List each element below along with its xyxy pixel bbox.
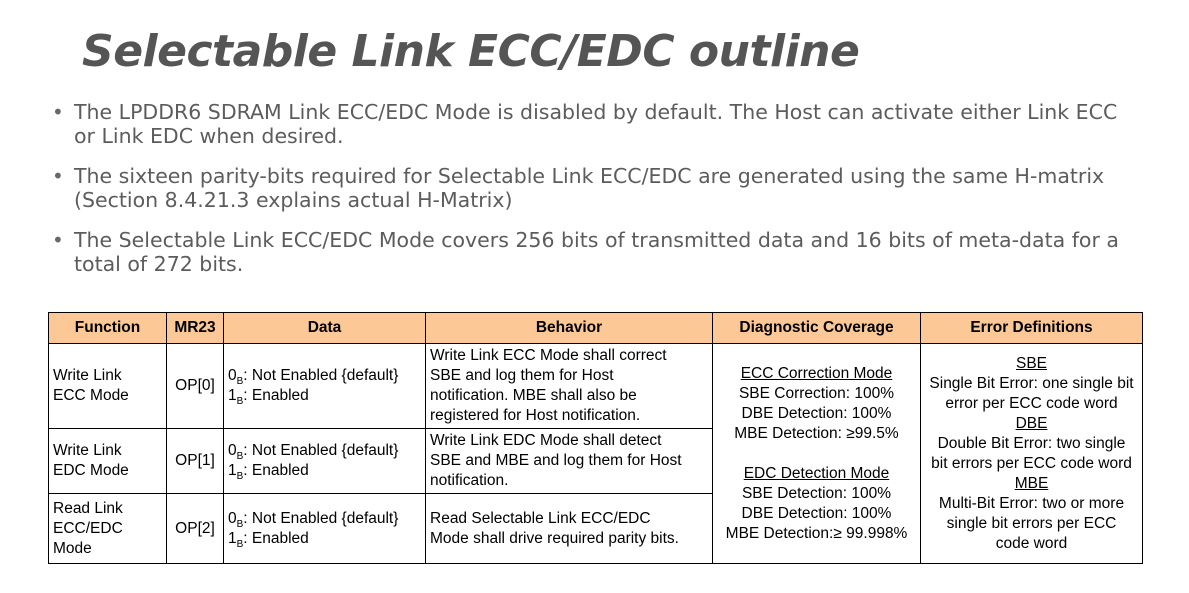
diagnostic-coverage-cell bbox=[713, 344, 921, 564]
diagnostic-line: SBE Correction: 100% bbox=[738, 384, 895, 402]
behavior-line: Mode shall drive required parity bits. bbox=[430, 529, 679, 547]
error-line: bit errors per ECC code word bbox=[931, 454, 1132, 472]
behavior-line: SBE and MBE and log them for Host bbox=[430, 452, 682, 469]
data-line: $0_B$: Not Enabled {default} bbox=[228, 509, 399, 530]
header-diagnostic-coverage: Diagnostic Coverage bbox=[713, 313, 921, 344]
ecc-mode-heading: ECC Correction Mode bbox=[740, 364, 893, 382]
spacer bbox=[717, 444, 916, 464]
behavior-cell bbox=[426, 344, 713, 429]
dbe-heading: DBE bbox=[1015, 414, 1048, 432]
behavior-line: Write Link ECC Mode shall correct bbox=[430, 347, 667, 364]
function-line: Mode bbox=[53, 539, 92, 557]
header-data: Data bbox=[224, 313, 426, 344]
bullet-item: • The LPDDR6 SDRAM Link ECC/EDC Mode is disabled by default. The Host can activate either Link ECC or Link EDC when desired. bbox=[50, 100, 1130, 148]
error-definitions-cell bbox=[921, 344, 1143, 564]
behavior-line: SBE and log them for Host bbox=[430, 367, 614, 384]
error-line: Multi-Bit Error: two or more bbox=[938, 494, 1125, 512]
function-line: EDC Mode bbox=[53, 462, 129, 479]
behavior-cell bbox=[426, 494, 713, 564]
data-line: $1_B$: Enabled bbox=[228, 387, 309, 408]
behavior-line: notification. bbox=[430, 472, 509, 489]
data-line: $1_B$: Enabled bbox=[228, 529, 309, 550]
error-line: Double Bit Error: two single bbox=[937, 434, 1126, 452]
mr23-cell: OP[2] bbox=[167, 494, 224, 564]
error-line: Single Bit Error: one single bit bbox=[929, 374, 1134, 392]
error-line: error per ECC code word bbox=[945, 394, 1118, 412]
data-cell bbox=[224, 344, 426, 429]
function-line: ECC Mode bbox=[53, 387, 129, 404]
sbe-heading: SBE bbox=[1015, 354, 1047, 372]
behavior-line: Read Selectable Link ECC/EDC bbox=[430, 509, 651, 527]
function-line: Read Link bbox=[53, 499, 123, 517]
edc-mode-heading: EDC Detection Mode bbox=[743, 464, 890, 482]
data-line: $1_B$: Enabled bbox=[228, 462, 309, 483]
table-header-row bbox=[49, 313, 1143, 344]
behavior-line: notification. MBE shall also be bbox=[430, 387, 637, 404]
behavior-line: Write Link EDC Mode shall detect bbox=[430, 432, 662, 449]
header-error-definitions: Error Definitions bbox=[921, 313, 1143, 344]
function-line: Write Link bbox=[53, 442, 122, 459]
data-cell bbox=[224, 429, 426, 494]
data-line: $0_B$: Not Enabled {default} bbox=[228, 367, 399, 388]
bullet-item: • The sixteen parity-bits required for Selectable Link ECC/EDC are generated using the same H-matrix (Section 8.4.21.3 explains actual H-Matrix) bbox=[50, 164, 1130, 212]
function-line: ECC/EDC bbox=[53, 519, 123, 537]
bullet-list bbox=[50, 100, 1130, 292]
header-mr23: MR23 bbox=[167, 313, 224, 344]
mbe-heading: MBE bbox=[1014, 474, 1049, 492]
mr23-cell: OP[0] bbox=[167, 344, 224, 429]
behavior-cell bbox=[426, 429, 713, 494]
behavior-line: registered for Host notification. bbox=[430, 407, 641, 424]
error-line: code word bbox=[995, 534, 1068, 552]
mr23-cell: OP[1] bbox=[167, 429, 224, 494]
diagnostic-line: DBE Detection: 100% bbox=[741, 404, 892, 422]
diagnostic-line: DBE Detection: 100% bbox=[741, 504, 892, 522]
header-function: Function bbox=[49, 313, 167, 344]
link-ecc-edc-table bbox=[48, 312, 1143, 564]
function-cell bbox=[49, 429, 167, 494]
diagnostic-line: MBE Detection: ≥99.5% bbox=[734, 424, 899, 442]
function-line: Write Link bbox=[53, 367, 122, 384]
data-line: $0_B$: Not Enabled {default} bbox=[228, 442, 399, 463]
function-cell bbox=[49, 494, 167, 564]
diagnostic-line: MBE Detection:≥ 99.998% bbox=[725, 524, 908, 542]
data-cell bbox=[224, 494, 426, 564]
slide-title: Selectable Link ECC/EDC outline bbox=[82, 26, 860, 77]
bullet-item: • The Selectable Link ECC/EDC Mode covers 256 bits of transmitted data and 16 bits of meta-data for a total of 272 bits. bbox=[50, 228, 1130, 276]
diagnostic-line: SBE Detection: 100% bbox=[741, 484, 892, 502]
function-cell bbox=[49, 344, 167, 429]
error-line: single bit errors per ECC bbox=[946, 514, 1117, 532]
header-behavior: Behavior bbox=[426, 313, 713, 344]
table-row bbox=[49, 344, 1143, 429]
